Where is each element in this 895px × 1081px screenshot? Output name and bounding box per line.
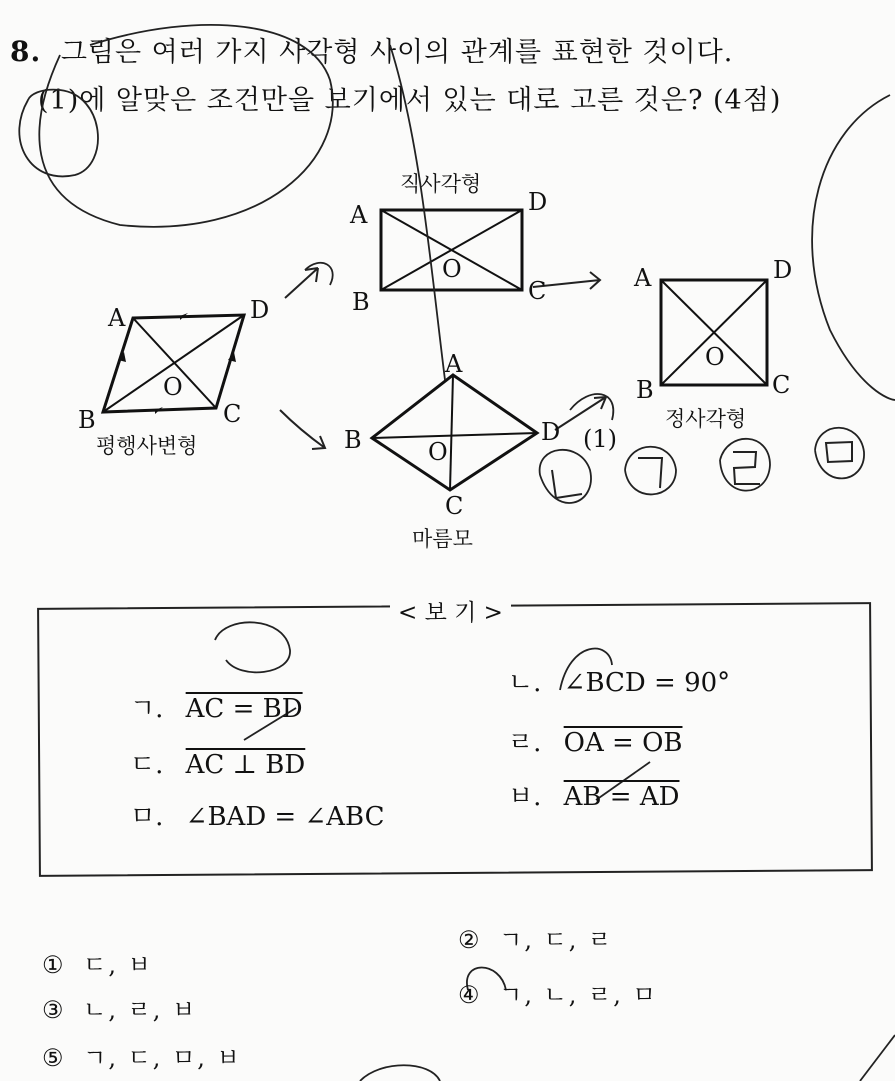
question-text-1: 그림은 여러 가지 사각형 사이의 관계를 표현한 것이다. (60, 37, 734, 68)
square-label-b: B (636, 376, 654, 404)
question-number: 8. (10, 35, 42, 68)
parallelogram-caption: 평행사변형 (96, 434, 198, 458)
rhombus-label-d: D (541, 418, 561, 446)
rectangle-label-o: O (442, 255, 462, 283)
rhombus-shape (372, 375, 537, 490)
bogi-item-mark: ㅁ. (130, 802, 164, 832)
bogi-item-5 (130, 796, 385, 833)
bogi-item-mark: ㅂ. (508, 782, 542, 812)
choice-5[interactable] (42, 1038, 242, 1073)
choice-number: ① (42, 951, 66, 979)
square-label-o: O (705, 343, 725, 371)
bogi-item-1 (130, 688, 303, 725)
question-text-2: (1)에 알맞은 조건만을 보기에서 있는 대로 고른 것은? (4점) (38, 85, 782, 116)
square-label-d: D (773, 256, 793, 284)
choice-2[interactable] (458, 920, 613, 955)
choice-text: ㄷ, ㅂ (83, 951, 153, 979)
parallelogram-label-a: A (108, 304, 126, 332)
bogi-item-4 (508, 722, 682, 759)
choice-3[interactable] (42, 990, 197, 1025)
choice-text: ㄱ, ㄷ, ㅁ, ㅂ (83, 1044, 242, 1072)
choice-number: ③ (42, 996, 66, 1024)
parallelogram-label-c: C (223, 400, 242, 428)
rectangle-caption: 직사각형 (400, 172, 482, 196)
square-label-a: A (634, 264, 652, 292)
bogi-item-3 (130, 744, 305, 781)
rectangle-label-a: A (350, 201, 368, 229)
bogi-item-text: OA = OB (563, 728, 683, 758)
rhombus-label-c: C (445, 492, 464, 520)
rectangle-label-d: D (528, 188, 548, 216)
choice-1[interactable] (42, 945, 153, 980)
choice-number: ⑤ (42, 1044, 66, 1072)
bogi-box (37, 602, 873, 877)
rectangle-label-c: C (528, 277, 547, 305)
bogi-item-mark: ㄷ. (130, 750, 164, 780)
choice-number: ④ (458, 981, 482, 1009)
bogi-item-text: ∠BCD = 90° (563, 668, 731, 698)
bogi-item-mark: ㄴ. (508, 668, 542, 698)
bogi-item-text: AC = BD (185, 694, 303, 724)
bogi-item-text: ∠BAD = ∠ABC (185, 802, 385, 832)
bogi-item-6 (508, 776, 679, 813)
parallelogram-label-o: O (163, 373, 183, 401)
rhombus-caption: 마름모 (412, 527, 473, 551)
parallelogram-label-b: B (78, 406, 96, 434)
rhombus-label-a: A (445, 350, 463, 378)
square-caption: 정사각형 (665, 407, 747, 431)
square-label-c: C (772, 371, 791, 399)
bogi-title: < 보 기 > (390, 594, 511, 627)
choice-text: ㄱ, ㄷ, ㄹ (499, 926, 614, 954)
rhombus-label-o: O (428, 438, 448, 466)
choice-number: ② (458, 926, 482, 954)
choice-text: ㄴ, ㄹ, ㅂ (83, 996, 198, 1024)
bogi-item-2 (508, 662, 730, 699)
choice-text: ㄱ, ㄴ, ㄹ, ㅁ (499, 981, 658, 1009)
bogi-item-mark: ㄱ. (130, 694, 164, 724)
choice-4[interactable] (458, 975, 658, 1010)
bogi-item-mark: ㄹ. (508, 728, 542, 758)
bogi-item-text: AB = AD (563, 782, 680, 812)
condition-label: (1) (583, 425, 617, 453)
rectangle-label-b: B (352, 288, 370, 316)
bogi-item-text: AC ⊥ BD (185, 750, 306, 780)
parallelogram-label-d: D (250, 296, 270, 324)
rhombus-label-b: B (344, 426, 362, 454)
